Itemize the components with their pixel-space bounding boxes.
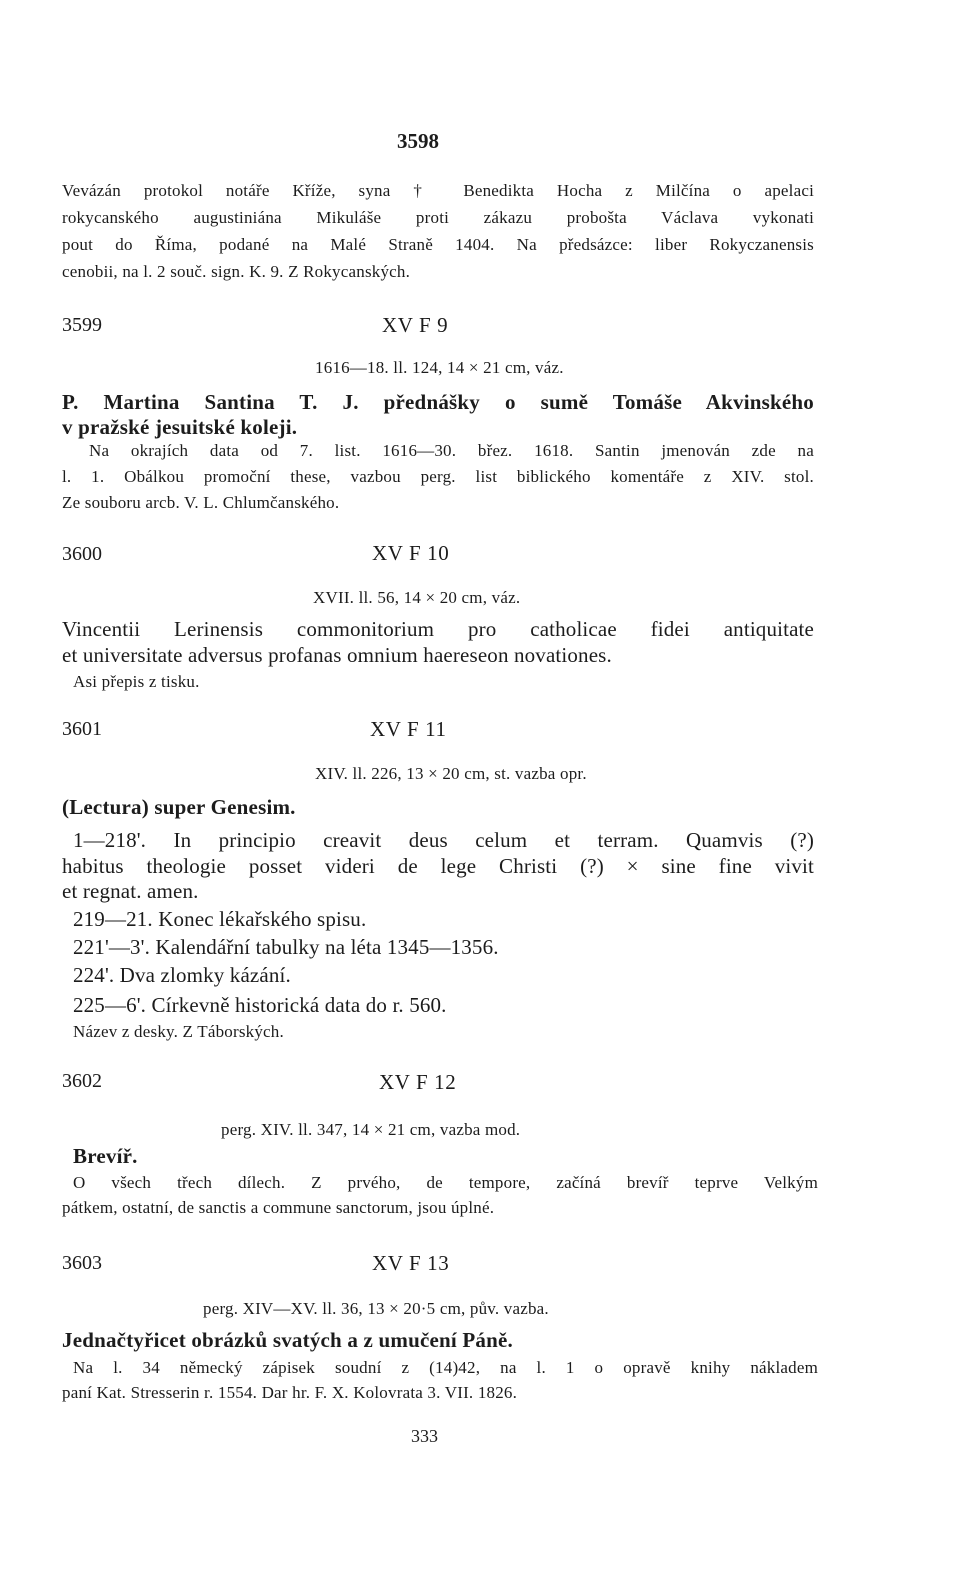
entry-number: 3601: [62, 718, 102, 740]
physical-description: perg. XIV. ll. 347, 14 × 21 cm, vazba mod.: [221, 1120, 521, 1139]
entry-note: Název z desky. Z Táborských.: [73, 1022, 284, 1041]
content-line-6: 224'. Dva zlomky kázání.: [73, 963, 291, 987]
entry-3598-line-1: Vevázán protokol notáře Kříže, syna † Benedikta Hocha z Milčína o apelaci: [62, 181, 814, 200]
entry-note-line-1: Na okrajích data od 7. list. 1616—30. břez. 1618. Santin jmenován zde na: [89, 441, 814, 460]
entry-number-heading: 3598: [397, 129, 439, 153]
entry-title: Brevíř.: [73, 1144, 138, 1168]
content-line-3: et regnat. amen.: [62, 879, 199, 903]
entry-note-line-2: pátkem, ostatní, de sanctis a commune sanctorum, jsou úplné.: [62, 1198, 495, 1217]
entry-note-line-2: paní Kat. Stresserin r. 1554. Dar hr. F. X. Kolovrata 3. VII. 1826.: [62, 1383, 518, 1402]
content-line-7: 225—6'. Církevně historická data do r. 560.: [73, 993, 447, 1017]
entry-note-line-3: Ze souboru arcb. V. L. Chlumčanského.: [62, 493, 340, 512]
shelfmark: XV F 12: [379, 1070, 457, 1094]
content-line-1: 1—218'. In principio creavit deus celum et terram. Quamvis (?): [73, 828, 814, 852]
physical-description: 1616—18. ll. 124, 14 × 21 cm, váz.: [315, 358, 564, 377]
entry-note: Asi přepis z tisku.: [73, 672, 200, 691]
physical-description: perg. XIV—XV. ll. 36, 13 × 20·5 cm, pův. vazba.: [203, 1299, 549, 1318]
physical-description: XIV. ll. 226, 13 × 20 cm, st. vazba opr.: [315, 764, 587, 783]
entry-3598-line-4: cenobii, na l. 2 souč. sign. K. 9. Z Rokycanských.: [62, 262, 411, 281]
physical-description: XVII. ll. 56, 14 × 20 cm, váz.: [313, 588, 521, 607]
shelfmark: XV F 11: [370, 717, 447, 741]
content-line-5: 221'—3'. Kalendářní tabulky na léta 1345—1356.: [73, 935, 499, 959]
content-line-2: habitus theologie posset videri de lege Christi (?) × sine fine vivit: [62, 854, 814, 878]
entry-note-line-1: O všech třech dílech. Z prvého, de tempore, začíná brevíř teprve Velkým: [73, 1173, 818, 1192]
page-folio-number: 333: [411, 1426, 438, 1446]
entry-3598-line-3: pout do Říma, podané na Malé Straně 1404. Na předsázce: liber Rokyczanensis: [62, 235, 814, 254]
entry-title-line-1: P. Martina Santina T. J. přednášky o sumě Tomáše Akvinského: [62, 390, 814, 414]
entry-number: 3603: [62, 1252, 102, 1274]
entry-note-line-1: Na l. 34 německý zápisek soudní z (14)42, na l. 1 o opravě knihy nákladem: [73, 1358, 818, 1377]
entry-title: (Lectura) super Genesim.: [62, 795, 296, 819]
content-line-4: 219—21. Konec lékařského spisu.: [73, 907, 367, 931]
entry-number: 3602: [62, 1070, 102, 1092]
entry-number: 3599: [62, 314, 102, 336]
entry-title: Jednačtyřicet obrázků svatých a z umučení Páně.: [62, 1328, 513, 1352]
shelfmark: XV F 13: [372, 1251, 450, 1275]
entry-title-line-2: et universitate adversus profanas omnium haereseon novationes.: [62, 643, 612, 667]
shelfmark: XV F 9: [382, 313, 449, 337]
entry-note-line-2: l. 1. Obálkou promoční these, vazbou perg. list biblického komentáře z XIV. stol.: [62, 467, 814, 486]
entry-title-line-2: v pražské jesuitské koleji.: [62, 415, 298, 439]
entry-number: 3600: [62, 543, 102, 565]
entry-title-line-1: Vincentii Lerinensis commonitorium pro catholicae fidei antiquitate: [62, 617, 814, 641]
entry-3598-line-2: rokycanského augustiniána Mikuláše proti zákazu probošta Václava vykonati: [62, 208, 814, 227]
shelfmark: XV F 10: [372, 541, 450, 565]
